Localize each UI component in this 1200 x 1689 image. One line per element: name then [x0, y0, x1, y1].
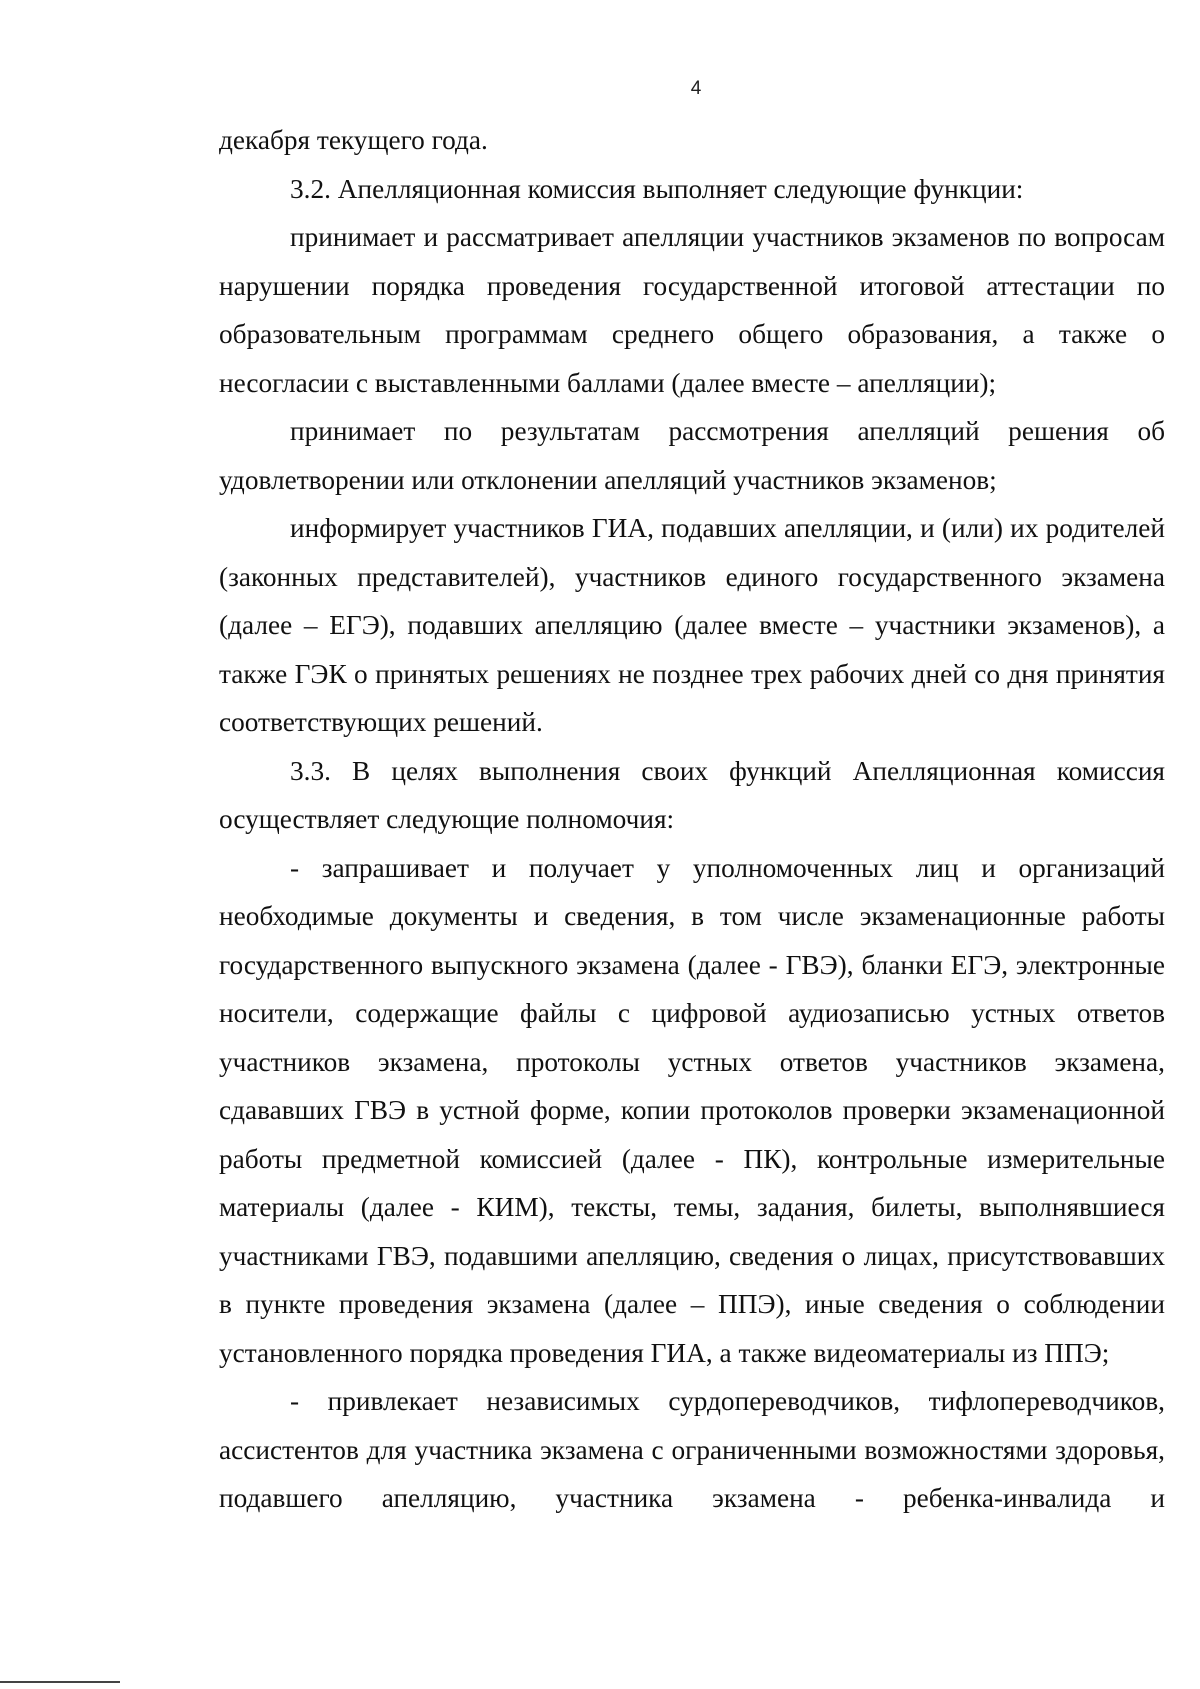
page-number: 4	[690, 78, 702, 99]
paragraph-function-decisions: принимает по результатам рассмотрения апелляций решения об удовлетворении или отклонении апелляций участников экзаменов;	[219, 416, 1165, 495]
paragraph-continuation: декабря текущего года.	[219, 125, 488, 155]
paragraph-3-2-heading: 3.2. Апелляционная комиссия выполняет следующие функции:	[290, 173, 1024, 204]
paragraph-function-review-appeals: принимает и рассматривает апелляции участников экзаменов по вопросам нарушении порядка проведения государственной итоговой аттестации по образовательным программам среднего общего образования, а также о несогласии с выставленными баллами (далее вместе – апелляции);	[219, 222, 1165, 398]
paragraph-function-inform: информирует участников ГИА, подавших апелляции, и (или) их родителей (законных представителей), участников единого государственного экзамена (далее – ЕГЭ), подавших апелляцию (далее вместе – участники экзаменов), а также ГЭК о принятых решениях не позднее трех рабочих дней со дня принятия соответствующих решений.	[219, 513, 1165, 737]
paragraph-3-3-heading: 3.3. В целях выполнения своих функций Апелляционная комиссия осуществляет следующие полномочия:	[219, 755, 1165, 834]
paragraph-power-request-documents: - запрашивает и получает у уполномоченных лиц и организаций необходимые документы и сведения, в том числе экзаменационные работы государственного выпускного экзамена (далее - ГВЭ), бланки ЕГЭ, электронные носители, содержащие файлы с цифровой аудиозаписью устных ответов участников экзамена, протоколы устных ответов участников экзамена, сдававших ГВЭ в устной форме, копии протоколов проверки экзаменационной работы предметной комиссией (далее - ПК), контрольные измерительные материалы (далее - КИМ), тексты, темы, задания, билеты, выполнявшиеся участниками ГВЭ, подавшими апелляцию, сведения о лицах, присутствовавших в пункте проведения экзамена (далее – ППЭ), иные сведения о соблюдении установленного порядка проведения ГИА, а также видеоматериалы из ППЭ;	[219, 852, 1165, 1368]
footnote-rule	[0, 1681, 120, 1683]
document-body	[219, 116, 1165, 1523]
paragraph-power-engage-interpreters: - привлекает независимых сурдопереводчиков, тифлопереводчиков, ассистентов для участника экзамена с ограниченными возможностями здоровья, подавшего апелляцию, участника экзамена - ребенка-инвалида и	[219, 1386, 1165, 1513]
